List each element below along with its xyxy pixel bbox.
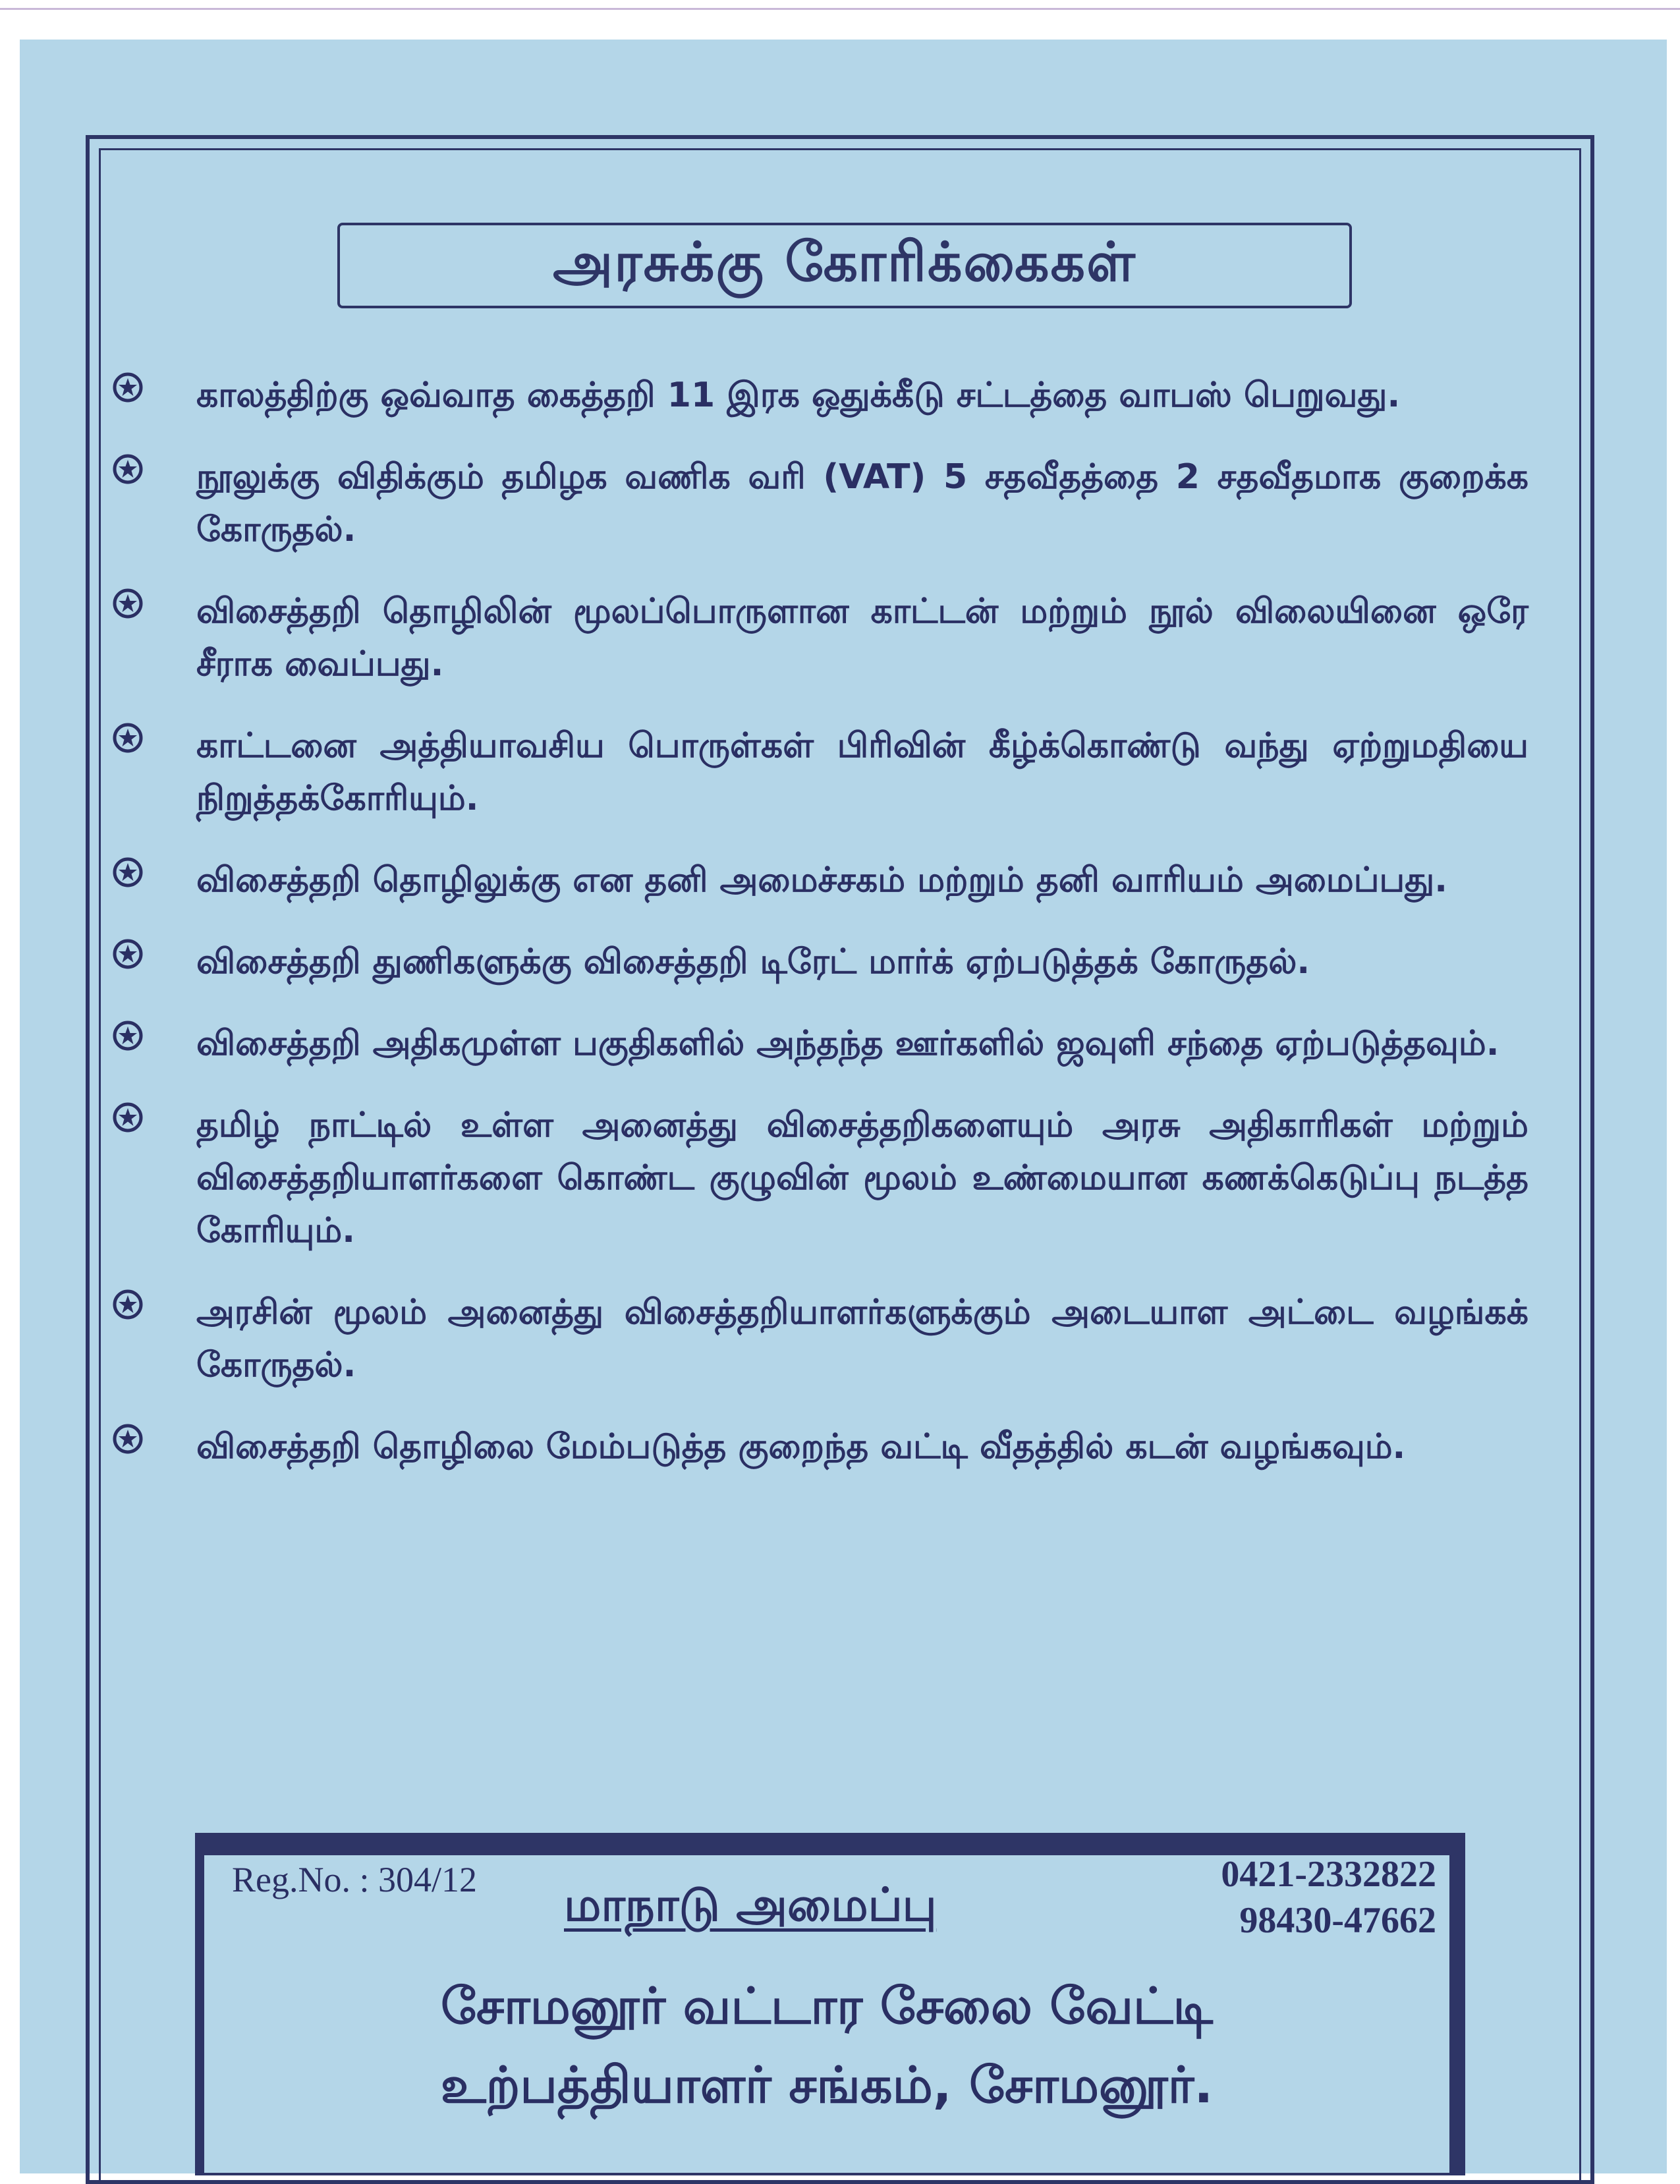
demand-text: விசைத்தறி அதிகமுள்ள பகுதிகளில் அந்தந்த ஊர்களில் ஜவுளி சந்தை ஏற்படுத்தவும். <box>196 1024 1499 1063</box>
page-title: அரசுக்கு கோரிக்கைகள் <box>553 230 1136 294</box>
demand-text: விசைத்தறி தொழிலின் மூலப்பொருளான காட்டன் மற்றும் நூல் விலையினை ஒரே சீராக வைப்பது. <box>196 592 1528 684</box>
star-bullet-icon <box>112 719 196 754</box>
demand-item <box>112 451 1528 556</box>
association-name-line-1: சோமனூர் வட்டார சேலை வேட்டி <box>440 1976 1214 2035</box>
demand-text: விசைத்தறி துணிகளுக்கு விசைத்தறி டிரேட் மார்க் ஏற்படுத்தக் கோருதல். <box>196 942 1310 982</box>
phone-numbers <box>1186 1851 1436 1944</box>
demands-list <box>112 369 1528 1502</box>
demand-item <box>112 854 1528 907</box>
star-bullet-icon <box>112 369 196 403</box>
demand-item <box>112 369 1528 422</box>
star-bullet-icon <box>112 1017 196 1051</box>
star-bullet-icon <box>112 1286 196 1320</box>
demand-item <box>112 1420 1528 1473</box>
demand-text: விசைத்தறி தொழிலுக்கு என தனி அமைச்சகம் மற்றும் தனி வாரியம் அமைப்பது. <box>196 860 1448 900</box>
star-bullet-icon <box>112 1099 196 1133</box>
demand-text: நூலுக்கு விதிக்கும் தமிழக வணிக வரி (VAT) 5 சதவீதத்தை 2 சதவீதமாக குறைக்க கோருதல். <box>196 457 1528 549</box>
demand-text: தமிழ் நாட்டில் உள்ள அனைத்து விசைத்தறிகளையும் அரசு அதிகாரிகள் மற்றும் விசைத்தறியாளர்களை கொண்ட குழுவின் மூலம் உண்மையான கணக்கெடுப்பு நடத்த கோரியும். <box>196 1106 1528 1250</box>
demand-text: விசைத்தறி தொழிலை மேம்படுத்த குறைந்த வட்டி வீதத்தில் கடன் வழங்கவும். <box>196 1427 1406 1467</box>
demand-item <box>112 585 1528 690</box>
phone-number: 98430-47662 <box>1239 1900 1436 1941</box>
demand-item <box>112 936 1528 988</box>
demand-text: காலத்திற்கு ஒவ்வாத கைத்தறி 11 இரக ஒதுக்கீடு சட்டத்தை வாபஸ் பெறுவது. <box>196 376 1401 415</box>
star-bullet-icon <box>112 585 196 619</box>
demand-text: காட்டனை அத்தியாவசிய பொருள்கள் பிரிவின் கீழ்க்கொண்டு வந்து ஏற்றுமதியை நிறுத்தக்கோரியும். <box>196 726 1528 818</box>
star-bullet-icon <box>112 451 196 485</box>
phone-number: 0421-2332822 <box>1221 1854 1436 1895</box>
association-name-line-2: உற்பத்தியாளர் சங்கம், சோமனூர். <box>440 2056 1214 2114</box>
demand-item <box>112 1017 1528 1070</box>
demand-item <box>112 1286 1528 1391</box>
demand-item <box>112 1099 1528 1257</box>
star-bullet-icon <box>112 936 196 970</box>
top-rule <box>0 8 1680 10</box>
demand-text: அரசின் மூலம் அனைத்து விசைத்தறியாளர்களுக்கும் அடையாள அட்டை வழங்கக் கோருதல். <box>196 1293 1528 1385</box>
star-bullet-icon <box>112 854 196 888</box>
registration-number: Reg.No. : 304/12 <box>232 1860 477 1899</box>
demand-item <box>112 719 1528 825</box>
conference-committee-heading: மாநாடு அமைப்பு <box>564 1878 937 1932</box>
title-box <box>337 223 1352 308</box>
star-bullet-icon <box>112 1420 196 1455</box>
